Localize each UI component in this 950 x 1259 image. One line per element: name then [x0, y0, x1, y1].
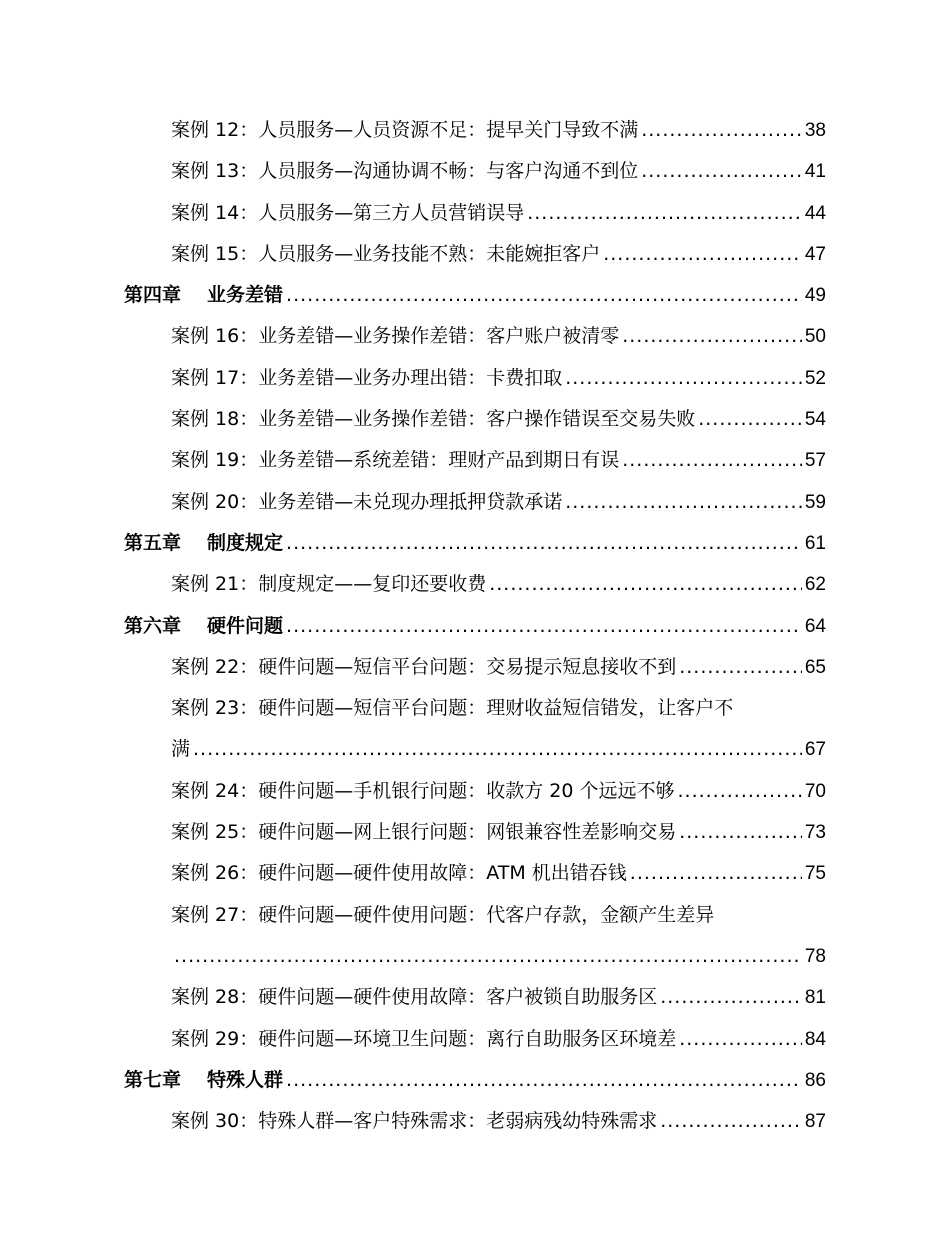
toc-entry-title: 案例 14：人员服务—第三方人员营销误导 — [171, 201, 525, 224]
dot-leader — [193, 729, 802, 770]
toc-page-number: 61 — [804, 532, 826, 554]
toc-entry[interactable] — [0, 399, 950, 440]
toc-page-number: 67 — [804, 739, 826, 761]
dot-leader — [286, 606, 802, 647]
toc-chapter-title — [124, 1060, 283, 1101]
toc-entry-title: 案例 25：硬件问题—网上银行问题：网银兼容性差影响交易 — [171, 821, 677, 844]
dot-leader — [679, 812, 802, 853]
toc-entry[interactable] — [0, 1101, 950, 1142]
toc-entry[interactable] — [0, 358, 950, 399]
toc-entry-title: 满 — [171, 738, 191, 761]
toc-entry[interactable] — [0, 812, 950, 853]
toc-entry[interactable] — [0, 193, 950, 234]
dot-leader — [622, 316, 802, 357]
toc-page-number: 62 — [804, 574, 826, 596]
toc-entry[interactable] — [0, 151, 950, 192]
toc-page-number: 47 — [804, 243, 826, 265]
toc-entry[interactable] — [0, 110, 950, 151]
toc-entry-title: 案例 17：业务差错—业务办理出错：卡费扣取 — [171, 366, 563, 389]
dot-leader — [630, 853, 802, 894]
toc-chapter-title — [124, 523, 283, 564]
toc-entry[interactable] — [0, 977, 950, 1018]
dot-leader — [489, 564, 802, 605]
toc-page-number: 73 — [804, 822, 826, 844]
toc-entry-title: 案例 29：硬件问题—环境卫生问题：离行自助服务区环境差 — [171, 1027, 677, 1050]
dot-leader — [660, 1101, 802, 1142]
toc-entry[interactable] — [0, 647, 950, 688]
toc-page-number: 44 — [804, 202, 826, 224]
chapter-number: 第七章 — [124, 1068, 182, 1091]
toc-entry-title: 案例 21：制度规定——复印还要收费 — [171, 573, 487, 596]
dot-leader — [565, 482, 802, 523]
toc-entry[interactable] — [0, 234, 950, 275]
toc-chapter[interactable] — [0, 523, 950, 564]
toc-page-number: 49 — [804, 285, 826, 307]
toc-page-number: 65 — [804, 656, 826, 678]
toc-entry-title: 案例 19：业务差错—系统差错：理财产品到期日有误 — [171, 449, 620, 472]
toc-page-number: 84 — [804, 1028, 826, 1050]
dot-leader — [603, 234, 802, 275]
toc-entry[interactable] — [0, 482, 950, 523]
toc-entry-title: 案例 20：业务差错—未兑现办理抵押贷款承诺 — [171, 490, 563, 513]
toc-page-number: 78 — [804, 945, 826, 967]
toc-entry-title: 案例 28：硬件问题—硬件使用故障：客户被锁自助服务区 — [171, 986, 658, 1009]
toc-page-number: 38 — [804, 120, 826, 141]
toc-entry-title: 案例 22：硬件问题—短信平台问题：交易提示短息接收不到 — [171, 655, 677, 678]
toc-page-number: 59 — [804, 491, 826, 513]
toc-entry[interactable] — [0, 688, 950, 729]
toc-entry-continuation[interactable] — [0, 936, 950, 977]
toc-page-number: 86 — [804, 1069, 826, 1091]
toc-chapter[interactable] — [0, 1060, 950, 1101]
dot-leader — [286, 523, 802, 564]
toc-entry-title: 案例 15：人员服务—业务技能不熟：未能婉拒客户 — [171, 242, 601, 265]
toc-entry-title: 案例 27：硬件问题—硬件使用问题：代客户存款，金额产生差异 — [171, 903, 715, 926]
dot-leader — [660, 977, 802, 1018]
chapter-name: 业务差错 — [207, 284, 284, 307]
dot-leader — [679, 647, 802, 688]
toc-entry-title: 案例 16：业务差错—业务操作差错：客户账户被清零 — [171, 325, 620, 348]
toc-entry-title: 案例 13：人员服务—沟通协调不畅：与客户沟通不到位 — [171, 160, 639, 183]
toc-entry[interactable] — [0, 1019, 950, 1060]
toc-entry[interactable] — [0, 440, 950, 481]
chapter-number: 第五章 — [124, 531, 182, 554]
dot-leader — [174, 936, 802, 977]
toc-page-number: 64 — [804, 615, 826, 637]
toc-entry-continuation[interactable] — [0, 729, 950, 770]
dot-leader — [698, 399, 802, 440]
dot-leader — [527, 193, 802, 234]
toc-entry[interactable] — [0, 316, 950, 357]
dot-leader — [641, 110, 802, 151]
toc-page-number: 41 — [804, 161, 826, 183]
toc-page-number: 57 — [804, 450, 826, 472]
toc-entry[interactable] — [0, 564, 950, 605]
toc-entry[interactable] — [0, 771, 950, 812]
chapter-name: 硬件问题 — [207, 614, 284, 637]
table-of-contents — [0, 110, 950, 1142]
toc-page-number: 70 — [804, 780, 826, 802]
toc-chapter-title — [124, 606, 283, 647]
dot-leader — [679, 1019, 802, 1060]
toc-page-number: 87 — [804, 1111, 826, 1133]
chapter-name: 特殊人群 — [207, 1068, 284, 1091]
dot-leader — [286, 1060, 802, 1101]
dot-leader — [622, 440, 802, 481]
toc-entry-title: 案例 24：硬件问题—手机银行问题：收款方 20 个远远不够 — [171, 779, 675, 802]
toc-entry-title: 案例 18：业务差错—业务操作差错：客户操作错误至交易失败 — [171, 408, 696, 431]
dot-leader — [286, 275, 802, 316]
toc-entry-title: 案例 12：人员服务—人员资源不足：提早关门导致不满 — [171, 119, 639, 141]
toc-page-number: 54 — [804, 409, 826, 431]
dot-leader — [641, 151, 802, 192]
toc-page-number: 75 — [804, 863, 826, 885]
dot-leader — [677, 771, 801, 812]
toc-entry[interactable] — [0, 895, 950, 936]
toc-page-number: 81 — [804, 987, 826, 1009]
toc-entry[interactable] — [0, 853, 950, 894]
toc-page-number: 50 — [804, 326, 826, 348]
chapter-number: 第四章 — [124, 284, 182, 307]
toc-entry-title: 案例 23：硬件问题—短信平台问题：理财收益短信错发，让客户不 — [171, 697, 734, 720]
toc-chapter-title — [124, 275, 283, 316]
toc-chapter[interactable] — [0, 606, 950, 647]
chapter-name: 制度规定 — [207, 531, 284, 554]
toc-entry-title: 案例 26：硬件问题—硬件使用故障：ATM 机出错吞钱 — [171, 862, 627, 885]
toc-page-number: 52 — [804, 367, 826, 389]
toc-entry-title: 案例 30：特殊人群—客户特殊需求：老弱病残幼特殊需求 — [171, 1110, 658, 1133]
toc-chapter[interactable] — [0, 275, 950, 316]
dot-leader — [565, 358, 802, 399]
chapter-number: 第六章 — [124, 614, 182, 637]
